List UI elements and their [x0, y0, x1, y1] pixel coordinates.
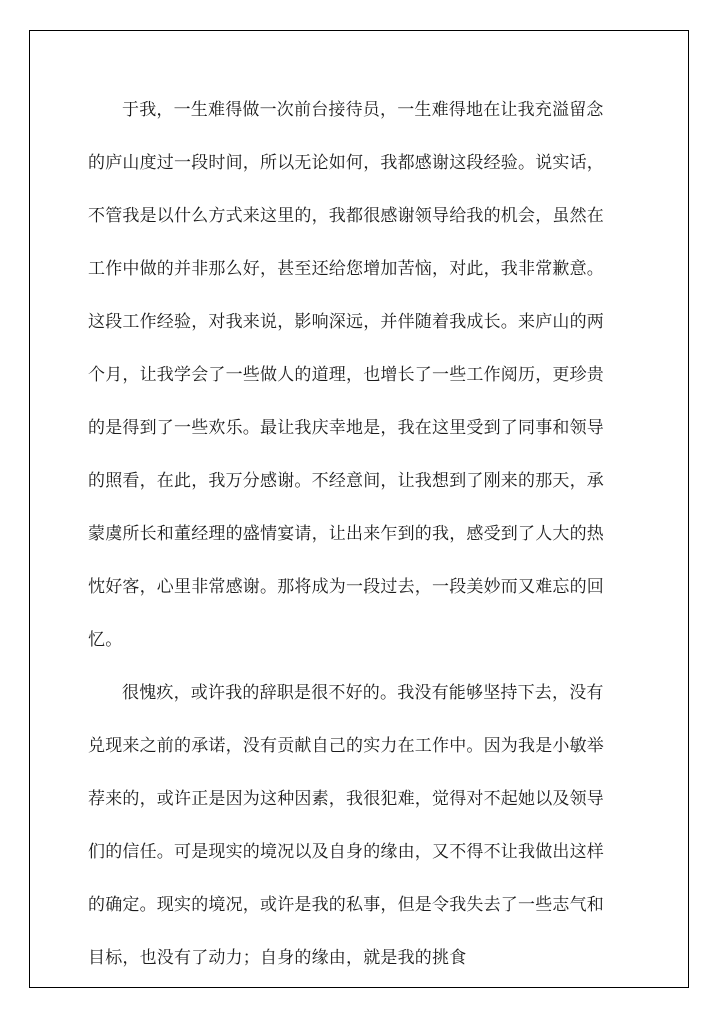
text-line: 于我，一生难得做一次前台接待员，一生难得地在让我充溢留念 — [122, 100, 604, 120]
text-line: 蒙虞所长和董经理的盛情宴请，让出来乍到的我，感受到了人大的热 — [88, 524, 604, 544]
text-line: 忆。 — [88, 630, 123, 650]
text-line: 这段工作经验，对我来说，影响深远，并伴随着我成长。来庐山的两 — [88, 312, 604, 332]
text-line: 的照看，在此，我万分感谢。不经意间，让我想到了刚来的那天，承 — [88, 471, 604, 491]
text-line: 们的信任。可是现实的境况以及自身的缘由，又不得不让我做出这样 — [88, 842, 604, 862]
text-line: 的确定。现实的境况，或许是我的私事，但是令我失去了一些志气和 — [88, 895, 604, 915]
text-line: 荐来的，或许正是因为这种因素，我很犯难，觉得对不起她以及领导 — [88, 789, 604, 809]
text-line: 很愧疚，或许我的辞职是很不好的。我没有能够坚持下去，没有 — [122, 683, 604, 703]
text-line: 的是得到了一些欢乐。最让我庆幸地是，我在这里受到了同事和领导 — [88, 418, 604, 438]
text-line: 忱好客，心里非常感谢。那将成为一段过去，一段美妙而又难忘的回 — [88, 577, 604, 597]
text-line: 工作中做的并非那么好，甚至还给您增加苦恼，对此，我非常歉意。 — [88, 259, 604, 279]
text-line: 的庐山度过一段时间，所以无论如何，我都感谢这段经验。说实话， — [88, 153, 604, 173]
paragraph-1 — [88, 96, 636, 655]
document-body — [88, 96, 636, 997]
text-line: 兑现来之前的承诺，没有贡献自己的实力在工作中。因为我是小敏举 — [88, 736, 604, 756]
text-line: 不管我是以什么方式来这里的，我都很感谢领导给我的机会，虽然在 — [88, 206, 604, 226]
text-line: 个月，让我学会了一些做人的道理，也增长了一些工作阅历，更珍贵 — [88, 365, 604, 385]
text-line: 目标，也没有了动力；自身的缘由，就是我的挑食 — [88, 948, 467, 968]
paragraph-2 — [88, 679, 636, 973]
